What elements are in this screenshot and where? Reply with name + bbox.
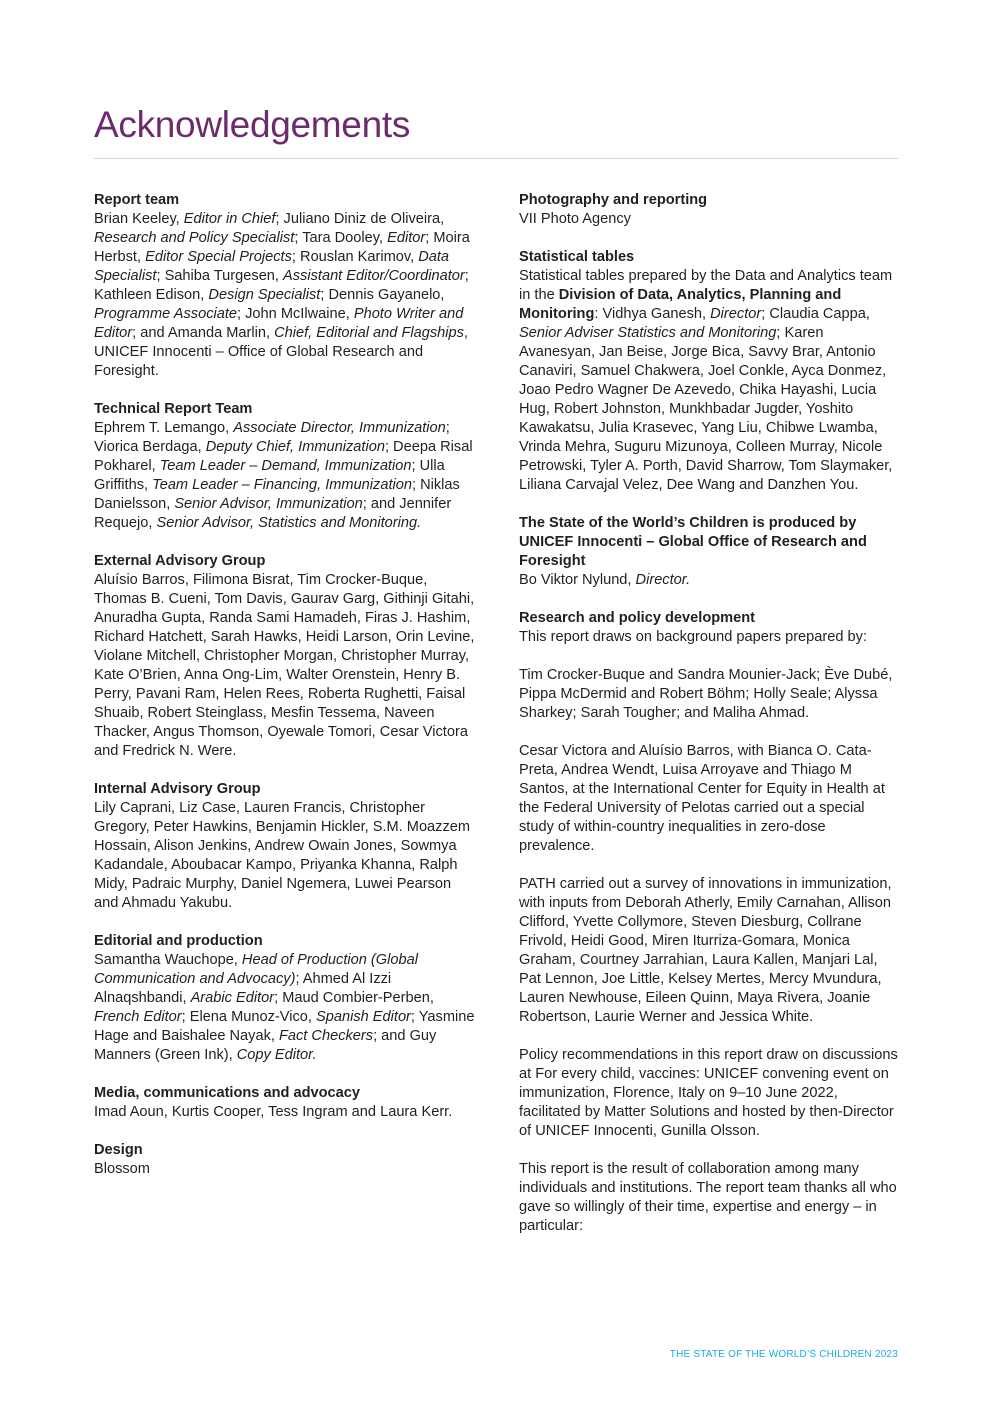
section-body [94, 951, 476, 1065]
section-body [94, 1103, 476, 1122]
section-heading: Statistical tables [519, 249, 635, 265]
section [519, 191, 901, 229]
section-heading: External Advisory Group [94, 553, 266, 569]
paragraph [94, 419, 476, 533]
text-run: ; Elena Munoz-Vico, [181, 1009, 316, 1025]
role-title: Editor Special Projects [145, 249, 292, 265]
text-run: ; Claudia Cappa, [761, 306, 870, 322]
page-footer: THE STATE OF THE WORLD’S CHILDREN 2023 [669, 1349, 898, 1360]
section-heading: Report team [94, 192, 180, 208]
paragraph [519, 666, 901, 723]
paragraph [519, 742, 901, 856]
section [519, 248, 901, 495]
role-title: Editor in Chief [183, 211, 276, 227]
text-run: ; Yasmine Hage and Baishalee Nayak, [94, 1009, 475, 1044]
role-title: Fact Checkers [278, 1028, 374, 1044]
text-run: ; John McIlwaine, [237, 306, 354, 322]
text-run: Statistical tables prepared by the Data and Analytics team in the [519, 268, 893, 303]
section-heading: The State of the World’s Children is produced by UNICEF Innocenti – Global Office of Research and Foresight [519, 515, 867, 569]
section-body [94, 419, 476, 533]
text-run: VII Photo Agency [519, 211, 631, 227]
paragraph [94, 1160, 476, 1179]
left-column [94, 191, 476, 1198]
section-heading: Technical Report Team [94, 401, 253, 417]
paragraph [519, 210, 901, 229]
text-run: Bo Viktor Nylund, [519, 572, 636, 588]
text-run: ; Ulla Griffiths, [94, 458, 445, 493]
text-run: Brian Keeley, [94, 211, 184, 227]
role-title: Copy Editor. [236, 1047, 317, 1063]
paragraph [519, 1160, 901, 1236]
section-body [94, 799, 476, 913]
role-title: Programme Associate [94, 306, 238, 322]
section-body [519, 571, 901, 590]
section [94, 932, 476, 1065]
section-heading: Internal Advisory Group [94, 781, 261, 797]
text-run: This report draws on background papers prepared by: [519, 629, 868, 645]
role-title: Senior Advisor, Statistics and Monitoring. [156, 515, 422, 531]
text-run: Policy recommendations in this report draw on discussions at For every child, vaccines: UNICEF convening event on immunization, Florence, Italy on 9–10 June 2022, facilitated by Matter Solutions and hosted by then-Director of UNICEF Innocenti, Gunilla Olsson. [519, 1047, 898, 1139]
role-title: Photo Writer and Editor [94, 306, 464, 341]
text-run: ; Deepa Risal Pokharel, [94, 439, 473, 474]
text-run: , UNICEF Innocenti – Office of Global Research and Foresight. [94, 325, 468, 379]
role-title: French Editor [94, 1009, 182, 1025]
right-column [519, 191, 901, 1255]
emphasis-text: Division of Data, Analytics, Planning and Monitoring [519, 287, 842, 322]
role-title: Deputy Chief, Immunization [205, 439, 385, 455]
text-run: ; Dennis Gayanelo, [320, 287, 445, 303]
section [94, 780, 476, 913]
paragraph [94, 571, 476, 761]
section-body [519, 267, 901, 495]
paragraph [94, 210, 476, 381]
section-body [519, 628, 901, 1236]
text-run: ; Ahmed Al Izzi Alnaqshbandi, [94, 971, 392, 1006]
section-heading: Photography and reporting [519, 192, 708, 208]
paragraph [519, 628, 901, 647]
role-title: Assistant Editor/Coordinator [283, 268, 465, 284]
section-body [94, 571, 476, 761]
paragraph [519, 571, 901, 590]
role-title: Editor [387, 230, 426, 246]
role-title: Team Leader – Financing, Immunization [152, 477, 412, 493]
role-title: Spanish Editor [316, 1009, 411, 1025]
role-title: Team Leader – Demand, Immunization [159, 458, 412, 474]
section [519, 609, 901, 1236]
text-run: Tim Crocker-Buque and Sandra Mounier-Jack; Ève Dubé, Pippa McDermid and Robert Böhm; Holly Seale; Alyssa Sharkey; Sarah Tougher; and Maliha Ahmad. [519, 667, 893, 721]
section [94, 191, 476, 381]
text-run: : Vidhya Ganesh, [594, 306, 711, 322]
role-title: Senior Adviser Statistics and Monitoring [519, 325, 777, 341]
role-title: Chief, Editorial and Flagships [274, 325, 464, 341]
text-run: ; and Guy Manners (Green Ink), [94, 1028, 437, 1063]
text-run: ; and Amanda Marlin, [132, 325, 275, 341]
text-run: ; Karen Avanesyan, Jan Beise, Jorge Bica, Savvy Brar, Antonio Canaviri, Samuel Chakwera, Joel Conkle, Ayca Donmez, Joao Pedro Wagner De Azevedo, Chika Hayashi, Lucia Hug, Robert Johnston, Munkhbadar Jugder, Yoshito Kawakatsu, Julia Krasevec, Yang Liu, Chibwe Lwamba, Vrinda Mehra, Suguru Mizunoya, Colleen Murray, Nicole Petrowski, Tyler A. Porth, David Sharrow, Tom Slaymaker, Liliana Carvajal Velez, Dee Wang and Danzhen You. [519, 325, 893, 493]
text-run: ; Moira Herbst, [94, 230, 470, 265]
section-heading: Design [94, 1142, 143, 1158]
paragraph [519, 1046, 901, 1141]
section [94, 1084, 476, 1122]
text-run: Ephrem T. Lemango, [94, 420, 234, 436]
role-title: Data Specialist [94, 249, 450, 284]
section-body [519, 210, 901, 229]
paragraph [519, 267, 901, 495]
text-run: Cesar Victora and Aluísio Barros, with Bianca O. Cata-Preta, Andrea Wendt, Luisa Arroyave and Thiago M Santos, at the International Center for Equity in Health at the Federal University of Pelotas carried out a special study of within-country inequalities in zero-dose prevalence. [519, 743, 885, 854]
section-heading: Editorial and production [94, 933, 263, 949]
text-run: ; Niklas Danielsson, [94, 477, 460, 512]
section-heading: Research and policy development [519, 610, 756, 626]
text-run: This report is the result of collaboration among many individuals and institutions. The report team thanks all who gave so willingly of their time, expertise and energy – in particular: [519, 1161, 897, 1234]
section-body [94, 1160, 476, 1179]
section [94, 1141, 476, 1179]
role-title: Design Specialist [208, 287, 321, 303]
role-title: Director [710, 306, 762, 322]
title-divider [94, 158, 898, 159]
role-title: Senior Advisor, Immunization [174, 496, 363, 512]
text-run: ; Juliano Diniz de Oliveira, [275, 211, 445, 227]
text-run: Aluísio Barros, Filimona Bisrat, Tim Crocker-Buque, Thomas B. Cueni, Tom Davis, Gaurav Garg, Githinji Gitahi, Anuradha Gupta, Randa Sami Hamadeh, Firas J. Hashim, Richard Hatchett, Sarah Hawks, Heidi Larson, Orin Levine, Violane Mitchell, Christopher Morgan, Christopher Murray, Kate O’Brien, Anna Ong-Lim, Walter Orenstein, Henry B. Perry, Pavani Ram, Helen Rees, Roberta Rughetti, Faisal Shuaib, Robert Steinglass, Mesfin Tessema, Naveen Thacker, Angus Thomson, Oyewale Tomori, Cesar Victora and Fredrick N. Were. [94, 572, 475, 759]
page-title: Acknowledgements [94, 104, 411, 145]
paragraph [94, 951, 476, 1065]
section [94, 552, 476, 761]
paragraph [94, 1103, 476, 1122]
text-run: ; and Jennifer Requejo, [94, 496, 452, 531]
text-run: ; Kathleen Edison, [94, 268, 469, 303]
role-title: Director. [635, 572, 691, 588]
section [519, 514, 901, 590]
text-run: PATH carried out a survey of innovations in immunization, with inputs from Deborah Atherly, Emily Carnahan, Allison Clifford, Yvette Collymore, Steven Diesburg, Collrane Frivold, Heidi Good, Miren Iturriza-Gomara, Monica Graham, Courtney Jarrahian, Laura Kallen, Manjari Lal, Pat Lennon, Joe Little, Kelsey Mertes, Mercy Mvundura, Lauren Newhouse, Eileen Quinn, Maya Rivera, Joanie Robertson, Laurie Werner and Jessica White. [519, 876, 892, 1025]
text-run: Lily Caprani, Liz Case, Lauren Francis, Christopher Gregory, Peter Hawkins, Benjamin Hickler, S.M. Moazzem Hossain, Alison Jenkins, Andrew Owain Jones, Sowmya Kadandale, Aboubacar Kampo, Priyanka Khanna, Ralph Midy, Padraic Murphy, Daniel Ngemera, Luwei Pearson and Ahmadu Yakubu. [94, 800, 471, 911]
role-title: Research and Policy Specialist [94, 230, 295, 246]
text-run: Blossom [94, 1161, 150, 1177]
paragraph [519, 875, 901, 1027]
section [94, 400, 476, 533]
role-title: Arabic Editor [190, 990, 275, 1006]
paragraph [94, 799, 476, 913]
text-run: Samantha Wauchope, [94, 952, 242, 968]
section-heading: Media, communications and advocacy [94, 1085, 361, 1101]
role-title: Associate Director, Immunization [233, 420, 446, 436]
text-run: ; Rouslan Karimov, [291, 249, 419, 265]
text-run: ; Sahiba Turgesen, [156, 268, 284, 284]
section-body [94, 210, 476, 381]
role-title: Head of Production (Global Communication and Advocacy) [94, 952, 418, 987]
text-run: Imad Aoun, Kurtis Cooper, Tess Ingram and Laura Kerr. [94, 1104, 453, 1120]
text-run: ; Tara Dooley, [294, 230, 388, 246]
text-run: ; Viorica Berdaga, [94, 420, 450, 455]
text-run: ; Maud Combier-Perben, [274, 990, 434, 1006]
